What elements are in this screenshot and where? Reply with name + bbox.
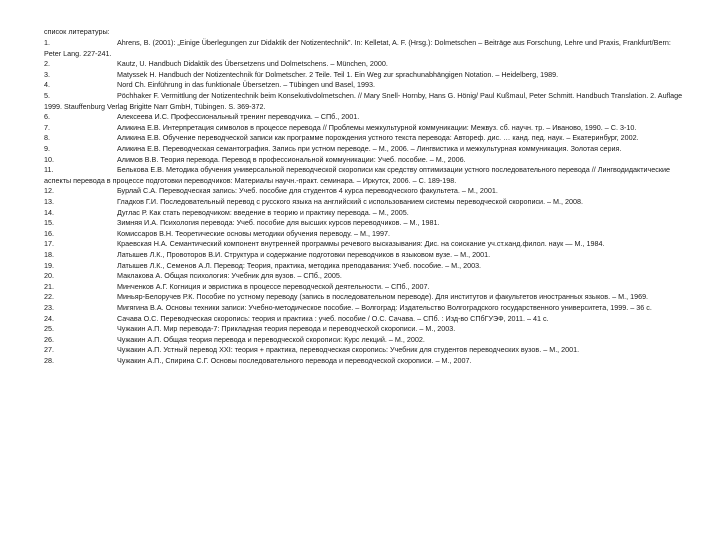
- reference-number: 23.: [44, 302, 54, 312]
- reference-number: 25.: [44, 324, 54, 334]
- reference-number: 8.: [44, 133, 50, 143]
- reference-text: Алимов В.В. Теория перевода. Перевод в профессиональной коммуникации: Учеб. пособие. – М., 2006.: [117, 154, 466, 164]
- reference-number: 22.: [44, 292, 54, 302]
- entries-container: [44, 38, 684, 366]
- reference-list: [44, 27, 684, 367]
- reference-text: Миньяр-Белоручев Р.К. Пособие по устному переводу (запись в последовательном переводе). Для институтов и факультетов иностранных языков. – М., 1969.: [117, 292, 649, 302]
- reference-number: 24.: [44, 313, 54, 323]
- reference-text: Дуглас Р. Как стать переводчиком: введение в теорию и практику перевода. – М., 2005.: [117, 207, 409, 217]
- reference-text: Маклакова А. Общая психология: Учебник для вузов. – СПб., 2005.: [117, 271, 342, 281]
- reference-text: Чужакин А.П. Устный перевод XXI: теория + практика, переводческая скоропись: Учебник для студентов переводческих вузов. – М., 2001.: [117, 345, 580, 355]
- reference-number: 3.: [44, 69, 50, 79]
- reference-number: 20.: [44, 271, 54, 281]
- reference-number: 17.: [44, 239, 54, 249]
- reference-text: Аликина Е.В. Обучение переводческой записи как программе порождения устного текста перевода: Автореф. дис. … канд. пед. наук. – Екатеринбург, 2002.: [117, 133, 639, 143]
- reference-text: Зимняя И.А. Психология перевода: Учеб. пособие для высших курсов переводчиков. – М., 1981.: [117, 218, 440, 228]
- reference-entry: [44, 303, 684, 314]
- reference-entry: [44, 59, 684, 70]
- reference-number: 15.: [44, 218, 54, 228]
- reference-entry: [44, 292, 684, 303]
- reference-entry: [44, 70, 684, 81]
- reference-entry: [44, 271, 684, 282]
- reference-text: Pöchhaker F. Vermittlung der Notizentechnik beim Konsekutivdolmetschen. // Mary Snell- Hornby, Hans G. Hönig/ Paul Kußmaul, Peter Schmitt. Handbuch Translation. 2. Auflage 1999. Stauffenburg Verlag Brigitte Narr GmbH, Tübingen. S. 369-372.: [44, 91, 683, 111]
- reference-entry: [44, 324, 684, 335]
- reference-text: Сачава О.С. Переводческая скоропись: теория и практика : учеб. пособие / О.С. Сачава. – СПб. : Изд-во СПбГУЭФ, 2011. – 41 с.: [117, 313, 549, 323]
- reference-text: Минченков А.Г. Когниция и эвристика в процессе переводческой деятельности. – СПб., 2007.: [117, 281, 430, 291]
- reference-entry: [44, 314, 684, 325]
- reference-number: 6.: [44, 112, 50, 122]
- reference-entry: [44, 38, 684, 59]
- reference-entry: [44, 186, 684, 197]
- reference-entry: [44, 239, 684, 250]
- reference-text: Matyssek H. Handbuch der Notizentechnik für Dolmetscher. 2 Teile. Teil 1. Ein Weg zur sprachunabhängigen Notation. – Heidelberg, 1989.: [117, 69, 559, 79]
- reference-entry: [44, 229, 684, 240]
- reference-text: Чужакин А.П. Общая теория перевода и переводческой скорописи: Курс лекций. – М., 2002.: [117, 334, 425, 344]
- reference-text: Kautz, U. Handbuch Didaktik des Übersetzens und Dolmetschens. – München, 2000.: [117, 59, 388, 69]
- reference-number: 9.: [44, 144, 50, 154]
- reference-number: 18.: [44, 249, 54, 259]
- reference-entry: [44, 155, 684, 166]
- reference-text: Белькова Е.В. Методика обучения универсальной переводческой скорописи как средству оптимизации устного последовательного перевода // Лингводидактические аспекты перевода в процессе подготовки переводчиков: Материалы научн.-практ. семинара. – Иркутск, 2006. – С. 189-198.: [44, 165, 671, 185]
- reference-entry: [44, 218, 684, 229]
- reference-number: 14.: [44, 207, 54, 217]
- reference-entry: [44, 335, 684, 346]
- reference-text: Латышев Л.К., Провоторов В.И. Структура и содержание подготовки переводчиков в языковом вузе. – М., 2001.: [117, 249, 491, 259]
- reference-entry: [44, 144, 684, 155]
- reference-text: Бурлай С.А. Переводческая запись: Учеб. пособие для студентов 4 курса переводческого факультета. – М., 2001.: [117, 186, 498, 196]
- reference-number: 16.: [44, 228, 54, 238]
- reference-number: 2.: [44, 59, 50, 69]
- reference-number: 13.: [44, 197, 54, 206]
- reference-entry: [44, 356, 684, 367]
- reference-text: Чужакин А.П., Спирина С.Г. Основы последовательного перевода и переводческой скорописи. – М., 2007.: [117, 355, 472, 365]
- reference-number: 5.: [44, 91, 50, 101]
- reference-entry: [44, 250, 684, 261]
- reference-text: Аликина Е.В. Интерпретация символов в процессе перевода // Проблемы межкультурной коммуникации: Межвуз. сб. научн. тр. – Иваново, 1990. – С. 3-10.: [117, 122, 637, 132]
- reference-text: Nord Ch. Einführung in das funktionale Übersetzen. – Tübingen und Basel, 1993.: [117, 80, 375, 90]
- reference-text: Латышев Л.К., Семенов А.Л. Перевод: Теория, практика, методика преподавания: Учеб. пособие. – М., 2003.: [117, 260, 482, 270]
- reference-text: Ahrens, B. (2001): „Einige Überlegungen zur Didaktik der Notizentechnik". In: Kelletat, A. F. (Hrsg.): Dolmetschen – Beiträge aus Forschung, Lehre und Praxis, Frankfurt/Bern: Peter Lang. 227-241.: [44, 38, 671, 58]
- reference-text: Комиссаров В.Н. Теоретические основы методики обучения переводу. – М., 1997.: [117, 228, 390, 238]
- reference-number: 27.: [44, 345, 54, 355]
- reference-entry: [44, 133, 684, 144]
- reference-number: 11.: [44, 165, 54, 175]
- reference-entry: [44, 197, 684, 208]
- list-heading: список литературы:: [44, 27, 110, 36]
- reference-text: Краевская Н.А. Семантический компонент внутренней программы речевого высказывания: Дис. на соискание уч.ст.канд.филол. наук — М., 1984.: [117, 239, 605, 249]
- reference-number: 7.: [44, 122, 50, 132]
- reference-entry: [44, 261, 684, 272]
- reference-text: Мигягина В.А. Основы техники записи: Учебно-методическое пособие. – Волгоград: Издательство Волгоградского государственного университета, 1999. – 36 с.: [117, 302, 652, 312]
- reference-entry: [44, 208, 684, 219]
- reference-number: 12.: [44, 186, 54, 196]
- reference-text: Алексеева И.С. Профессиональный тренинг переводчика. – СПб., 2001.: [117, 112, 360, 122]
- reference-number: 28.: [44, 355, 54, 365]
- reference-number: 19.: [44, 260, 54, 270]
- reference-entry: [44, 345, 684, 356]
- reference-entry: [44, 123, 684, 134]
- reference-text: Аликина Е.В. Переводческая семантография. Запись при устном переводе. – М., 2006. – Лингвистика и межкультурная коммуникация. Золотая серия.: [117, 144, 622, 154]
- reference-number: 26.: [44, 334, 54, 344]
- reference-entry: [44, 91, 684, 112]
- reference-entry: [44, 282, 684, 293]
- reference-entry: [44, 112, 684, 123]
- reference-text: Чужакин А.П. Мир перевода-7: Прикладная теория перевода и переводческой скорописи. – М., 2003.: [117, 324, 456, 334]
- reference-entry: [44, 165, 684, 186]
- reference-entry: [44, 80, 684, 91]
- reference-number: 1.: [44, 38, 50, 48]
- reference-text: Гладков Г.И. Последовательный перевод с русского языка на английский с использованием системы переводческой скорописи. – М., 2008.: [117, 197, 584, 206]
- reference-number: 10.: [44, 154, 54, 164]
- reference-number: 21.: [44, 281, 54, 291]
- reference-number: 4.: [44, 80, 50, 90]
